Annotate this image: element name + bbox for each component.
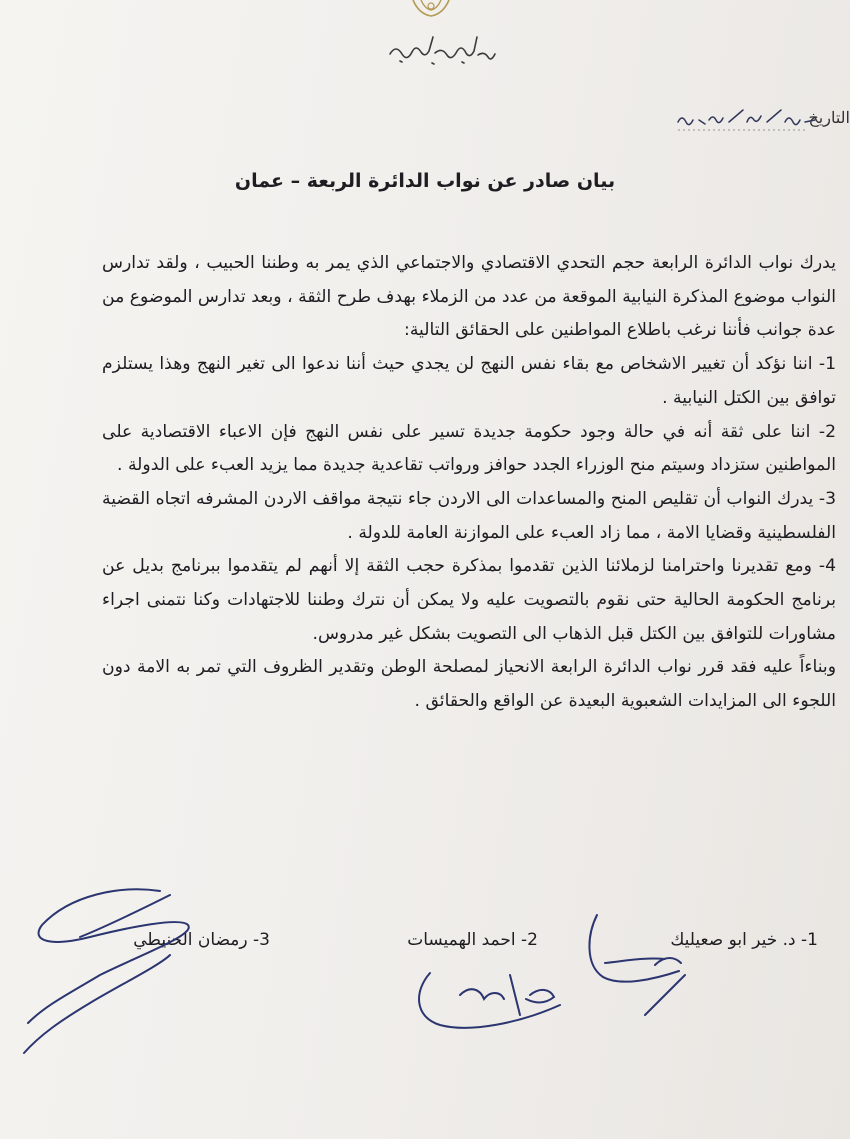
coat-of-arms-icon <box>405 0 457 22</box>
point-2: 2- اننا على ثقة أنه في حالة وجود حكومة جديدة تسير على نفس النهج فإن الاعباء الاقتصادية على المواطنين ستزداد وسيتم منح الوزراء الجدد حوافز ورواتب تقاعدية جديدة مما يزيد العبء على الدولة . <box>102 421 836 476</box>
signatory-3: 3- رمضان الحنيطي <box>133 930 270 950</box>
intro-paragraph: يدرك نواب الدائرة الرابعة حجم التحدي الاقتصادي والاجتماعي الذي يمر به وطننا الحبيب ، ولقد تدارس النواب موضوع المذكرة النيابية الموقعة من عدد من الزملاء بهدف طرح الثقة ، وبعد تدارس الموضوع من عدة جوانب فأننا نرغب باطلاع المواطنين على الحقائق التالية: <box>102 253 836 341</box>
date-label: التاريخ <box>808 108 850 127</box>
signatory-1: 1- د. خير ابو صعيليك <box>670 930 818 950</box>
signature-2 <box>400 955 580 1045</box>
point-3: 3- يدرك النواب أن تقليص المنح والمساعدات الى الاردن جاء نتيجة مواقف الاردن المشرفه اتجاه القضية الفلسطينية وقضايا الامة ، مما زاد العبء على الموازنة العامة للدولة . <box>102 488 836 543</box>
signatory-2: 2- احمد الهميسات <box>407 930 538 950</box>
letterhead-name: مجلس النواب <box>442 70 448 71</box>
point-1: 1- اننا نؤكد أن تغيير الاشخاص مع بقاء نفس النهج لن يجدي حيث أننا ندعوا الى تغير النهج وهذا يستلزم توافق بين الكتل النيابية . <box>102 354 836 408</box>
document-title: بيان صادر عن نواب الدائرة الربعة – عمان <box>234 170 616 192</box>
date-field <box>660 100 850 140</box>
point-4: 4- ومع تقديرنا واحترامنا لزملائنا الذين تقدموا بمذكرة حجب الثقة إلا أنهم لم يتقدموا ببرنامج بديل عن برنامج الحكومة الحالية حتى نقوم بالتصويت عليه ولا يمكن أن نترك وطننا للاجتهادات وكنا نتمنى اجراء مشاورات للتوافق بين الكتل قبل الذهاب الى التصويت بشكل غير مدروس. <box>102 556 836 644</box>
letterhead-calligraphy <box>380 28 510 72</box>
signature-1 <box>585 905 705 1025</box>
conclusion-paragraph: وبناءاً عليه فقد قرر نواب الدائرة الرابعة الانحياز لمصلحة الوطن وتقدير الظروف التي تمر به الامة دون اللجوء الى المزايدات الشعبوية البعيدة عن الواقع والحقائق . <box>102 657 836 712</box>
signature-3 <box>20 885 270 1065</box>
statement-body <box>102 247 836 719</box>
handwritten-date <box>660 100 850 140</box>
